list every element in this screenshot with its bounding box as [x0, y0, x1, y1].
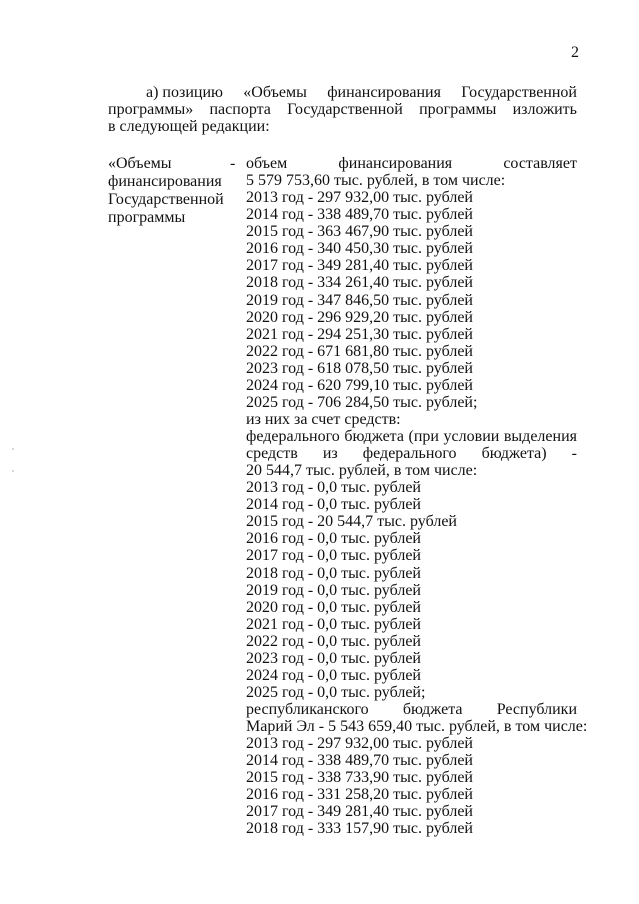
- label-line: финансирования: [108, 173, 222, 190]
- year-amount-line: 2020 год - 296 929,20 тыс. рублей: [246, 308, 473, 326]
- scan-speck: [12, 448, 14, 450]
- intro-word: паспорта: [209, 101, 271, 118]
- year-amount-line: 2018 год - 334 261,40 тыс. рублей: [246, 274, 473, 292]
- year-amount-line: 2016 год - 340 450,30 тыс. рублей: [246, 240, 473, 258]
- intro-word: финансирования: [327, 84, 441, 101]
- intro-word: программы»: [108, 101, 194, 118]
- year-amount-line: 2019 год - 347 846,50 тыс. рублей: [246, 291, 473, 309]
- position-label: [108, 155, 236, 227]
- year-amount-line: 2016 год - 331 258,20 тыс. рублей: [246, 786, 473, 804]
- value-word: (при: [408, 428, 439, 445]
- year-amount-line: 2021 год - 0,0 тыс. рублей: [246, 615, 421, 633]
- value-word: бюджета: [344, 428, 404, 445]
- year-amount-line: 2015 год - 20 544,7 тыс. рублей: [246, 513, 457, 531]
- intro-word: а) позицию: [146, 84, 223, 101]
- republic-head: [246, 701, 577, 718]
- label-line: «Объемы: [108, 155, 172, 172]
- year-amount-line: 2019 год - 0,0 тыс. рублей: [246, 581, 421, 599]
- intro-word: Государственной: [461, 84, 577, 101]
- value-word: бюджета): [481, 445, 547, 463]
- total-head: [246, 155, 577, 172]
- year-amount-line: 2023 год - 618 078,50 тыс. рублей: [246, 359, 473, 377]
- year-amount-line: 2022 год - 0,0 тыс. рублей: [246, 632, 421, 650]
- year-amount-line: 2025 год - 706 284,50 тыс. рублей;: [246, 393, 478, 411]
- year-amount-line: 2014 год - 338 489,70 тыс. рублей: [246, 206, 473, 224]
- value-word: объем: [246, 155, 288, 172]
- label-line: Государственной: [108, 191, 224, 208]
- total-years-list: [246, 189, 577, 411]
- year-amount-line: 2013 год - 297 932,00 тыс. рублей: [246, 189, 473, 207]
- intro-line-1: [108, 84, 577, 101]
- year-amount-line: 2017 год - 349 281,40 тыс. рублей: [246, 803, 473, 821]
- year-amount-line: 2021 год - 294 251,30 тыс. рублей: [246, 325, 473, 343]
- republic-years-list: [246, 735, 577, 837]
- intro-word: изложить: [512, 101, 577, 118]
- federal-total: 20 544,7 тыс. рублей, в том числе:: [246, 462, 478, 480]
- financing-values: [246, 155, 588, 838]
- value-word: -: [571, 445, 577, 463]
- year-amount-line: 2020 год - 0,0 тыс. рублей: [246, 598, 421, 616]
- value-word: выделения: [503, 428, 577, 445]
- value-word: республиканского: [246, 701, 369, 718]
- year-amount-line: 2017 год - 0,0 тыс. рублей: [246, 547, 421, 565]
- year-amount-line: 2022 год - 671 681,80 тыс. рублей: [246, 342, 473, 360]
- value-word: условии: [443, 428, 500, 445]
- value-word: федерального: [246, 428, 340, 445]
- page-number: 2: [571, 44, 579, 61]
- total-line: 5 579 753,60 тыс. рублей, в том числе:: [246, 172, 506, 190]
- scan-speck: [12, 470, 14, 472]
- value-word: федерального: [362, 445, 457, 463]
- intro-word: программы: [419, 101, 497, 118]
- intro-paragraph: [108, 84, 577, 135]
- republic-total: Марий Эл - 5 543 659,40 тыс. рублей, в том числе:: [246, 718, 588, 736]
- value-word: Республики: [496, 701, 577, 718]
- intro-line-2: [108, 101, 577, 118]
- year-amount-line: 2015 год - 338 733,90 тыс. рублей: [246, 769, 473, 787]
- value-word: бюджета: [402, 701, 463, 718]
- year-amount-line: 2016 год - 0,0 тыс. рублей: [246, 530, 421, 548]
- year-amount-line: 2025 год - 0,0 тыс. рублей;: [246, 683, 426, 701]
- label-dash: -: [230, 155, 236, 172]
- value-word: из: [322, 445, 338, 463]
- year-amount-line: 2014 год - 0,0 тыс. рублей: [246, 496, 421, 514]
- year-amount-line: 2015 год - 363 467,90 тыс. рублей: [246, 223, 473, 241]
- federal-years-list: [246, 479, 577, 701]
- year-amount-line: 2017 год - 349 281,40 тыс. рублей: [246, 257, 473, 275]
- federal-head-1: [246, 428, 577, 445]
- year-amount-line: 2018 год - 333 157,90 тыс. рублей: [246, 820, 473, 838]
- value-word: финансирования: [338, 155, 453, 172]
- sources-head: из них за счет средств:: [246, 410, 401, 428]
- year-amount-line: 2024 год - 620 799,10 тыс. рублей: [246, 376, 473, 394]
- intro-word: Государственной: [287, 101, 403, 118]
- label-line: программы: [108, 209, 186, 226]
- year-amount-line: 2024 год - 0,0 тыс. рублей: [246, 666, 421, 684]
- intro-line-3: в следующей редакции:: [108, 118, 270, 135]
- federal-head-2: [246, 445, 577, 462]
- value-word: составляет: [503, 155, 577, 172]
- year-amount-line: 2013 год - 297 932,00 тыс. рублей: [246, 735, 473, 753]
- year-amount-line: 2023 год - 0,0 тыс. рублей: [246, 649, 421, 667]
- intro-word: «Объемы: [243, 84, 307, 101]
- year-amount-line: 2013 год - 0,0 тыс. рублей: [246, 479, 421, 497]
- year-amount-line: 2014 год - 338 489,70 тыс. рублей: [246, 752, 473, 770]
- year-amount-line: 2018 год - 0,0 тыс. рублей: [246, 564, 421, 582]
- value-word: средств: [246, 445, 298, 463]
